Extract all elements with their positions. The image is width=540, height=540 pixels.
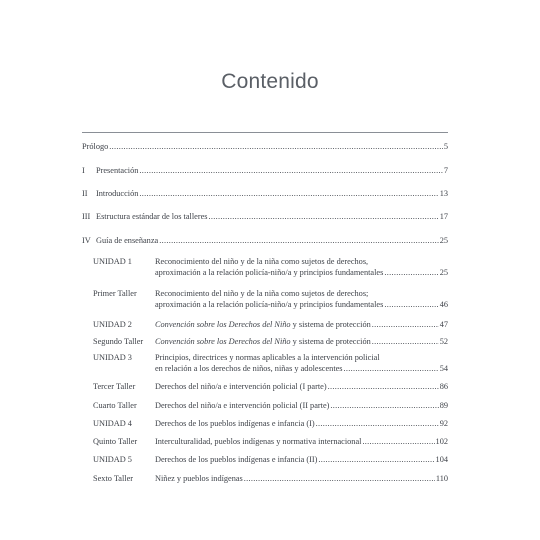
toc-unit-label: Quinto Taller: [93, 437, 138, 446]
toc-entry-text: Guía de enseñanza: [96, 236, 159, 245]
dot-leader: [344, 363, 439, 374]
toc-subentry-cuarto-taller[interactable]: [155, 400, 448, 411]
toc-subentry-line2: Derechos del niño/a e intervención policial (II parte): [155, 401, 330, 410]
toc-subentry-italic: Convención sobre los Derechos del Niño: [155, 320, 291, 329]
toc-unit-label: Cuarto Taller: [93, 401, 137, 410]
toc-subentry-line2: Niñez y pueblos indígenas: [155, 474, 243, 483]
toc-subentry-line2: y sistema de protección: [290, 337, 371, 346]
toc-unit-label: UNIDAD 2: [93, 320, 132, 329]
toc-subentry-unidad-2[interactable]: [155, 319, 448, 330]
toc-unit-label: UNIDAD 4: [93, 419, 132, 428]
toc-entry-page: 7: [443, 166, 448, 175]
toc-subentry-quinto-taller[interactable]: [155, 436, 448, 447]
toc-subentry-line1: Reconocimiento del niño y de la niña como sujetos de derechos;: [155, 289, 369, 298]
dot-leader: [139, 188, 438, 199]
dot-leader: [316, 418, 439, 429]
toc-entry-page: 5: [443, 142, 448, 151]
toc-entry-text: Prólogo: [82, 142, 109, 151]
toc-entry-page: 52: [439, 337, 448, 346]
dot-leader: [362, 436, 434, 447]
toc-entry-page: 104: [435, 455, 448, 464]
dot-leader: [244, 473, 435, 484]
dot-leader: [384, 267, 438, 278]
toc-entry-estructura[interactable]: [82, 211, 448, 222]
toc-entry-page: 25: [439, 268, 448, 277]
toc-subentry-segundo-taller[interactable]: [155, 336, 448, 347]
toc-unit-label: UNIDAD 1: [93, 257, 132, 266]
toc-subentry-line2: Derechos de los pueblos indígenas e infancia (I): [155, 419, 315, 428]
toc-entry-introduccion[interactable]: [82, 188, 448, 199]
toc-subentry-line2: aproximación a la relación policía-niño/a y principios fundamentales: [155, 268, 384, 277]
toc-subentry-line1: Reconocimiento del niño y de la niña como sujetos de derechos,: [155, 257, 369, 266]
toc-entry-page: 47: [439, 320, 448, 329]
toc-subentry-line2: y sistema de protección: [290, 320, 371, 329]
toc-entry-presentacion[interactable]: [82, 165, 448, 176]
title-divider: [82, 132, 448, 133]
toc-entry-page: 46: [439, 300, 448, 309]
toc-entry-prologo[interactable]: [82, 141, 448, 152]
toc-subentry-tercer-taller[interactable]: [155, 381, 448, 392]
toc-unit-label: Sexto Taller: [93, 474, 134, 483]
toc-entry-number: II: [82, 189, 88, 198]
toc-subentry-italic: Convención sobre los Derechos del Niño: [155, 337, 291, 346]
dot-leader: [372, 319, 439, 330]
dot-leader: [109, 141, 443, 152]
dot-leader: [209, 211, 439, 222]
toc-entry-page: 13: [439, 189, 448, 198]
toc-subentry-line1: Principios, directrices y normas aplicables a la intervención policial: [155, 353, 380, 362]
toc-entry-text: Introducción: [96, 189, 139, 198]
toc-subentry-line2: aproximación a la relación policía-niño/a y principios fundamentales: [155, 300, 384, 309]
toc-entry-number: I: [82, 166, 85, 175]
toc-entry-page: 92: [439, 419, 448, 428]
toc-unit-label: UNIDAD 3: [93, 353, 132, 362]
toc-subentry-unidad-5[interactable]: [155, 454, 448, 465]
dot-leader: [384, 299, 438, 310]
toc-entry-page: 110: [435, 474, 448, 483]
toc-subentry-sexto-taller[interactable]: [155, 473, 448, 484]
toc-entry-text: Estructura estándar de los talleres: [96, 212, 208, 221]
toc-entry-page: 102: [435, 437, 448, 446]
dot-leader: [139, 165, 442, 176]
toc-entry-number: III: [82, 212, 91, 221]
toc-entry-page: 17: [439, 212, 448, 221]
dot-leader: [159, 235, 439, 246]
dot-leader: [372, 336, 439, 347]
dot-leader: [318, 454, 434, 465]
toc-entry-page: 86: [439, 382, 448, 391]
toc-unit-label: Segundo Taller: [93, 337, 144, 346]
toc-subentry-unidad-1[interactable]: [155, 256, 448, 278]
toc-entry-text: Presentación: [96, 166, 139, 175]
toc-subentry-line2: Derechos del niño/a e intervención policial (I parte): [155, 382, 327, 391]
toc-unit-label: UNIDAD 5: [93, 455, 132, 464]
toc-subentry-unidad-4[interactable]: [155, 418, 448, 429]
dot-leader: [328, 381, 439, 392]
toc-subentry-line2: Interculturalidad, pueblos indígenas y normativa internacional: [155, 437, 362, 446]
toc-entry-page: 25: [439, 236, 448, 245]
toc-subentry-line2: en relación a los derechos de niños, niñas y adolescentes: [155, 364, 343, 373]
toc-entry-number: IV: [82, 236, 91, 245]
toc-unit-label: Primer Taller: [93, 289, 137, 298]
page-title: Contenido: [221, 70, 319, 93]
toc-entry-guia[interactable]: [82, 235, 448, 246]
dot-leader: [330, 400, 438, 411]
toc-unit-label: Tercer Taller: [93, 382, 136, 391]
toc-subentry-unidad-3[interactable]: [155, 352, 448, 374]
toc-entry-page: 89: [439, 401, 448, 410]
toc-entry-page: 54: [439, 364, 448, 373]
toc-subentry-primer-taller[interactable]: [155, 288, 448, 310]
toc-subentry-line2: Derechos de los pueblos indígenas e infancia (II): [155, 455, 318, 464]
